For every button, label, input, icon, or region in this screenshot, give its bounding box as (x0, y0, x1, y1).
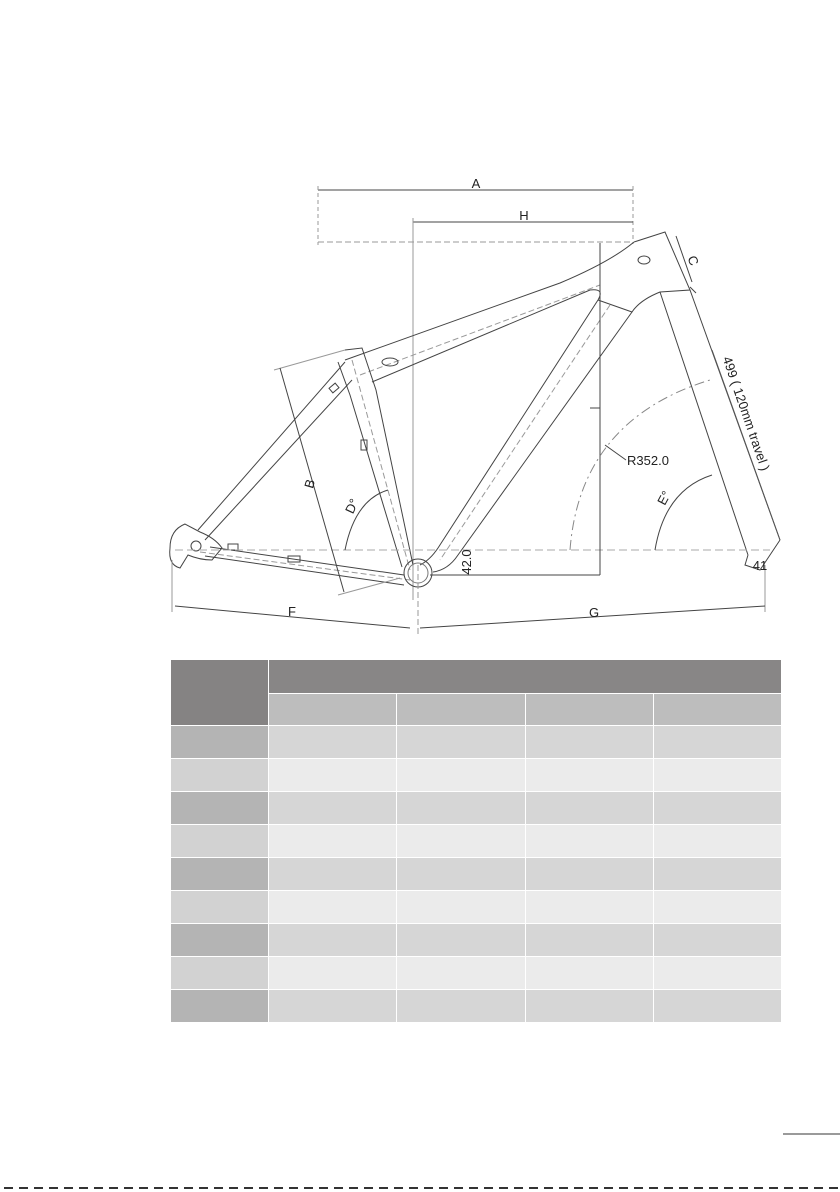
fork (660, 287, 780, 570)
table-cell (269, 792, 397, 825)
dash-mark (589, 1187, 598, 1189)
head-tube (598, 232, 690, 312)
table-cell (269, 924, 397, 957)
dash-mark (64, 1187, 73, 1189)
dash-mark (829, 1187, 838, 1189)
dash-mark (4, 1187, 13, 1189)
table-row (171, 891, 782, 924)
table-cell (269, 990, 397, 1023)
table-cell (397, 792, 525, 825)
dash-mark (34, 1187, 43, 1189)
table-size-header (269, 660, 782, 694)
bottom-dash-strip (0, 1185, 840, 1192)
table-cell (397, 891, 525, 924)
table-cell (269, 726, 397, 759)
chain-stay (200, 547, 410, 585)
table-cell (269, 891, 397, 924)
table-row (171, 792, 782, 825)
label-c: C (684, 253, 702, 268)
table-cell (269, 957, 397, 990)
label-fork-offset: 41 (752, 558, 768, 573)
table-row-key (171, 858, 269, 891)
label-fork-length: 499 ( 120mm travel ) (719, 354, 773, 473)
dash-mark (289, 1187, 298, 1189)
dash-mark (754, 1187, 763, 1189)
table-row (171, 759, 782, 792)
dash-mark (139, 1187, 148, 1189)
dash-mark (49, 1187, 58, 1189)
table-row (171, 990, 782, 1023)
dash-mark (769, 1187, 778, 1189)
table-cell (525, 726, 653, 759)
rear-dropout (170, 524, 238, 568)
label-b: B (301, 477, 319, 490)
table-cell (653, 825, 781, 858)
label-f: F (288, 604, 296, 619)
table-cell (653, 858, 781, 891)
table-size-col-3 (525, 694, 653, 726)
dash-mark (199, 1187, 208, 1189)
reference-lines (172, 243, 770, 635)
dash-mark (649, 1187, 658, 1189)
dash-mark (79, 1187, 88, 1189)
table-row-key (171, 759, 269, 792)
dash-mark (259, 1187, 268, 1189)
table-cell (653, 990, 781, 1023)
dimension-b (274, 350, 400, 595)
dash-mark (574, 1187, 583, 1189)
table-row (171, 825, 782, 858)
label-g: G (588, 605, 600, 620)
dash-mark (454, 1187, 463, 1189)
dash-mark (739, 1187, 748, 1189)
dash-mark (214, 1187, 223, 1189)
dash-mark (334, 1187, 343, 1189)
label-e: E° (654, 488, 674, 508)
table-cell (525, 891, 653, 924)
dash-mark (499, 1187, 508, 1189)
dash-mark (709, 1187, 718, 1189)
table-row-key (171, 924, 269, 957)
table-row-key (171, 825, 269, 858)
table-cell (397, 858, 525, 891)
dash-mark (319, 1187, 328, 1189)
table-cell (525, 792, 653, 825)
table-cell (269, 825, 397, 858)
table-row-key (171, 726, 269, 759)
dash-mark (724, 1187, 733, 1189)
dash-mark (529, 1187, 538, 1189)
dash-mark (694, 1187, 703, 1189)
dash-mark (154, 1187, 163, 1189)
dash-mark (604, 1187, 613, 1189)
table-cell (525, 858, 653, 891)
dash-mark (409, 1187, 418, 1189)
table-row (171, 957, 782, 990)
dash-mark (169, 1187, 178, 1189)
table-cell (653, 759, 781, 792)
table-row-key (171, 792, 269, 825)
dash-mark (304, 1187, 313, 1189)
page-number-rule (783, 1133, 840, 1135)
dash-mark (784, 1187, 793, 1189)
table-cell (653, 957, 781, 990)
table-cell (653, 924, 781, 957)
dash-mark (484, 1187, 493, 1189)
table-cell (653, 726, 781, 759)
table-cell (397, 924, 525, 957)
dash-mark (439, 1187, 448, 1189)
table-row (171, 726, 782, 759)
dash-mark (274, 1187, 283, 1189)
dash-mark (664, 1187, 673, 1189)
dash-mark (379, 1187, 388, 1189)
table-row (171, 924, 782, 957)
dash-mark (799, 1187, 808, 1189)
table-cell (397, 759, 525, 792)
dash-mark (19, 1187, 28, 1189)
dash-mark (244, 1187, 253, 1189)
table-cell (525, 990, 653, 1023)
label-radius: R352.0 (627, 453, 669, 468)
dimension-labels (288, 176, 773, 620)
table-cell (525, 957, 653, 990)
seat-stay (198, 362, 367, 540)
dash-mark (364, 1187, 373, 1189)
dimension-a (318, 186, 633, 245)
table-row-key (171, 891, 269, 924)
dash-mark (109, 1187, 118, 1189)
table-size-col-4 (653, 694, 781, 726)
seat-tube (338, 348, 413, 570)
angle-e (655, 475, 712, 550)
table-cell (653, 792, 781, 825)
dash-mark (229, 1187, 238, 1189)
table-cell (397, 726, 525, 759)
dash-mark (514, 1187, 523, 1189)
dash-mark (814, 1187, 823, 1189)
label-d: D° (342, 496, 362, 516)
table-size-col-2 (397, 694, 525, 726)
geometry-table (170, 659, 782, 1023)
dash-mark (394, 1187, 403, 1189)
table-corner-cell (171, 660, 269, 726)
label-a: A (471, 176, 481, 191)
dash-mark (424, 1187, 433, 1189)
dash-mark (184, 1187, 193, 1189)
dash-mark (634, 1187, 643, 1189)
table-cell (269, 759, 397, 792)
table-cell (397, 825, 525, 858)
dash-mark (559, 1187, 568, 1189)
dash-mark (124, 1187, 133, 1189)
table-row (171, 858, 782, 891)
dash-mark (619, 1187, 628, 1189)
dash-mark (349, 1187, 358, 1189)
table-cell (397, 957, 525, 990)
dash-mark (679, 1187, 688, 1189)
table-cell (525, 759, 653, 792)
table-size-col-1 (269, 694, 397, 726)
dash-mark (94, 1187, 103, 1189)
table-cell (653, 891, 781, 924)
table-cell (397, 990, 525, 1023)
table-cell (525, 825, 653, 858)
table-row-key (171, 957, 269, 990)
bottom-bracket (404, 559, 432, 587)
table-cell (525, 924, 653, 957)
dash-mark (469, 1187, 478, 1189)
dash-mark (544, 1187, 553, 1189)
label-bb-drop: 42.0 (459, 549, 474, 575)
table-row-key (171, 990, 269, 1023)
label-h: H (519, 208, 529, 223)
table-cell (269, 858, 397, 891)
